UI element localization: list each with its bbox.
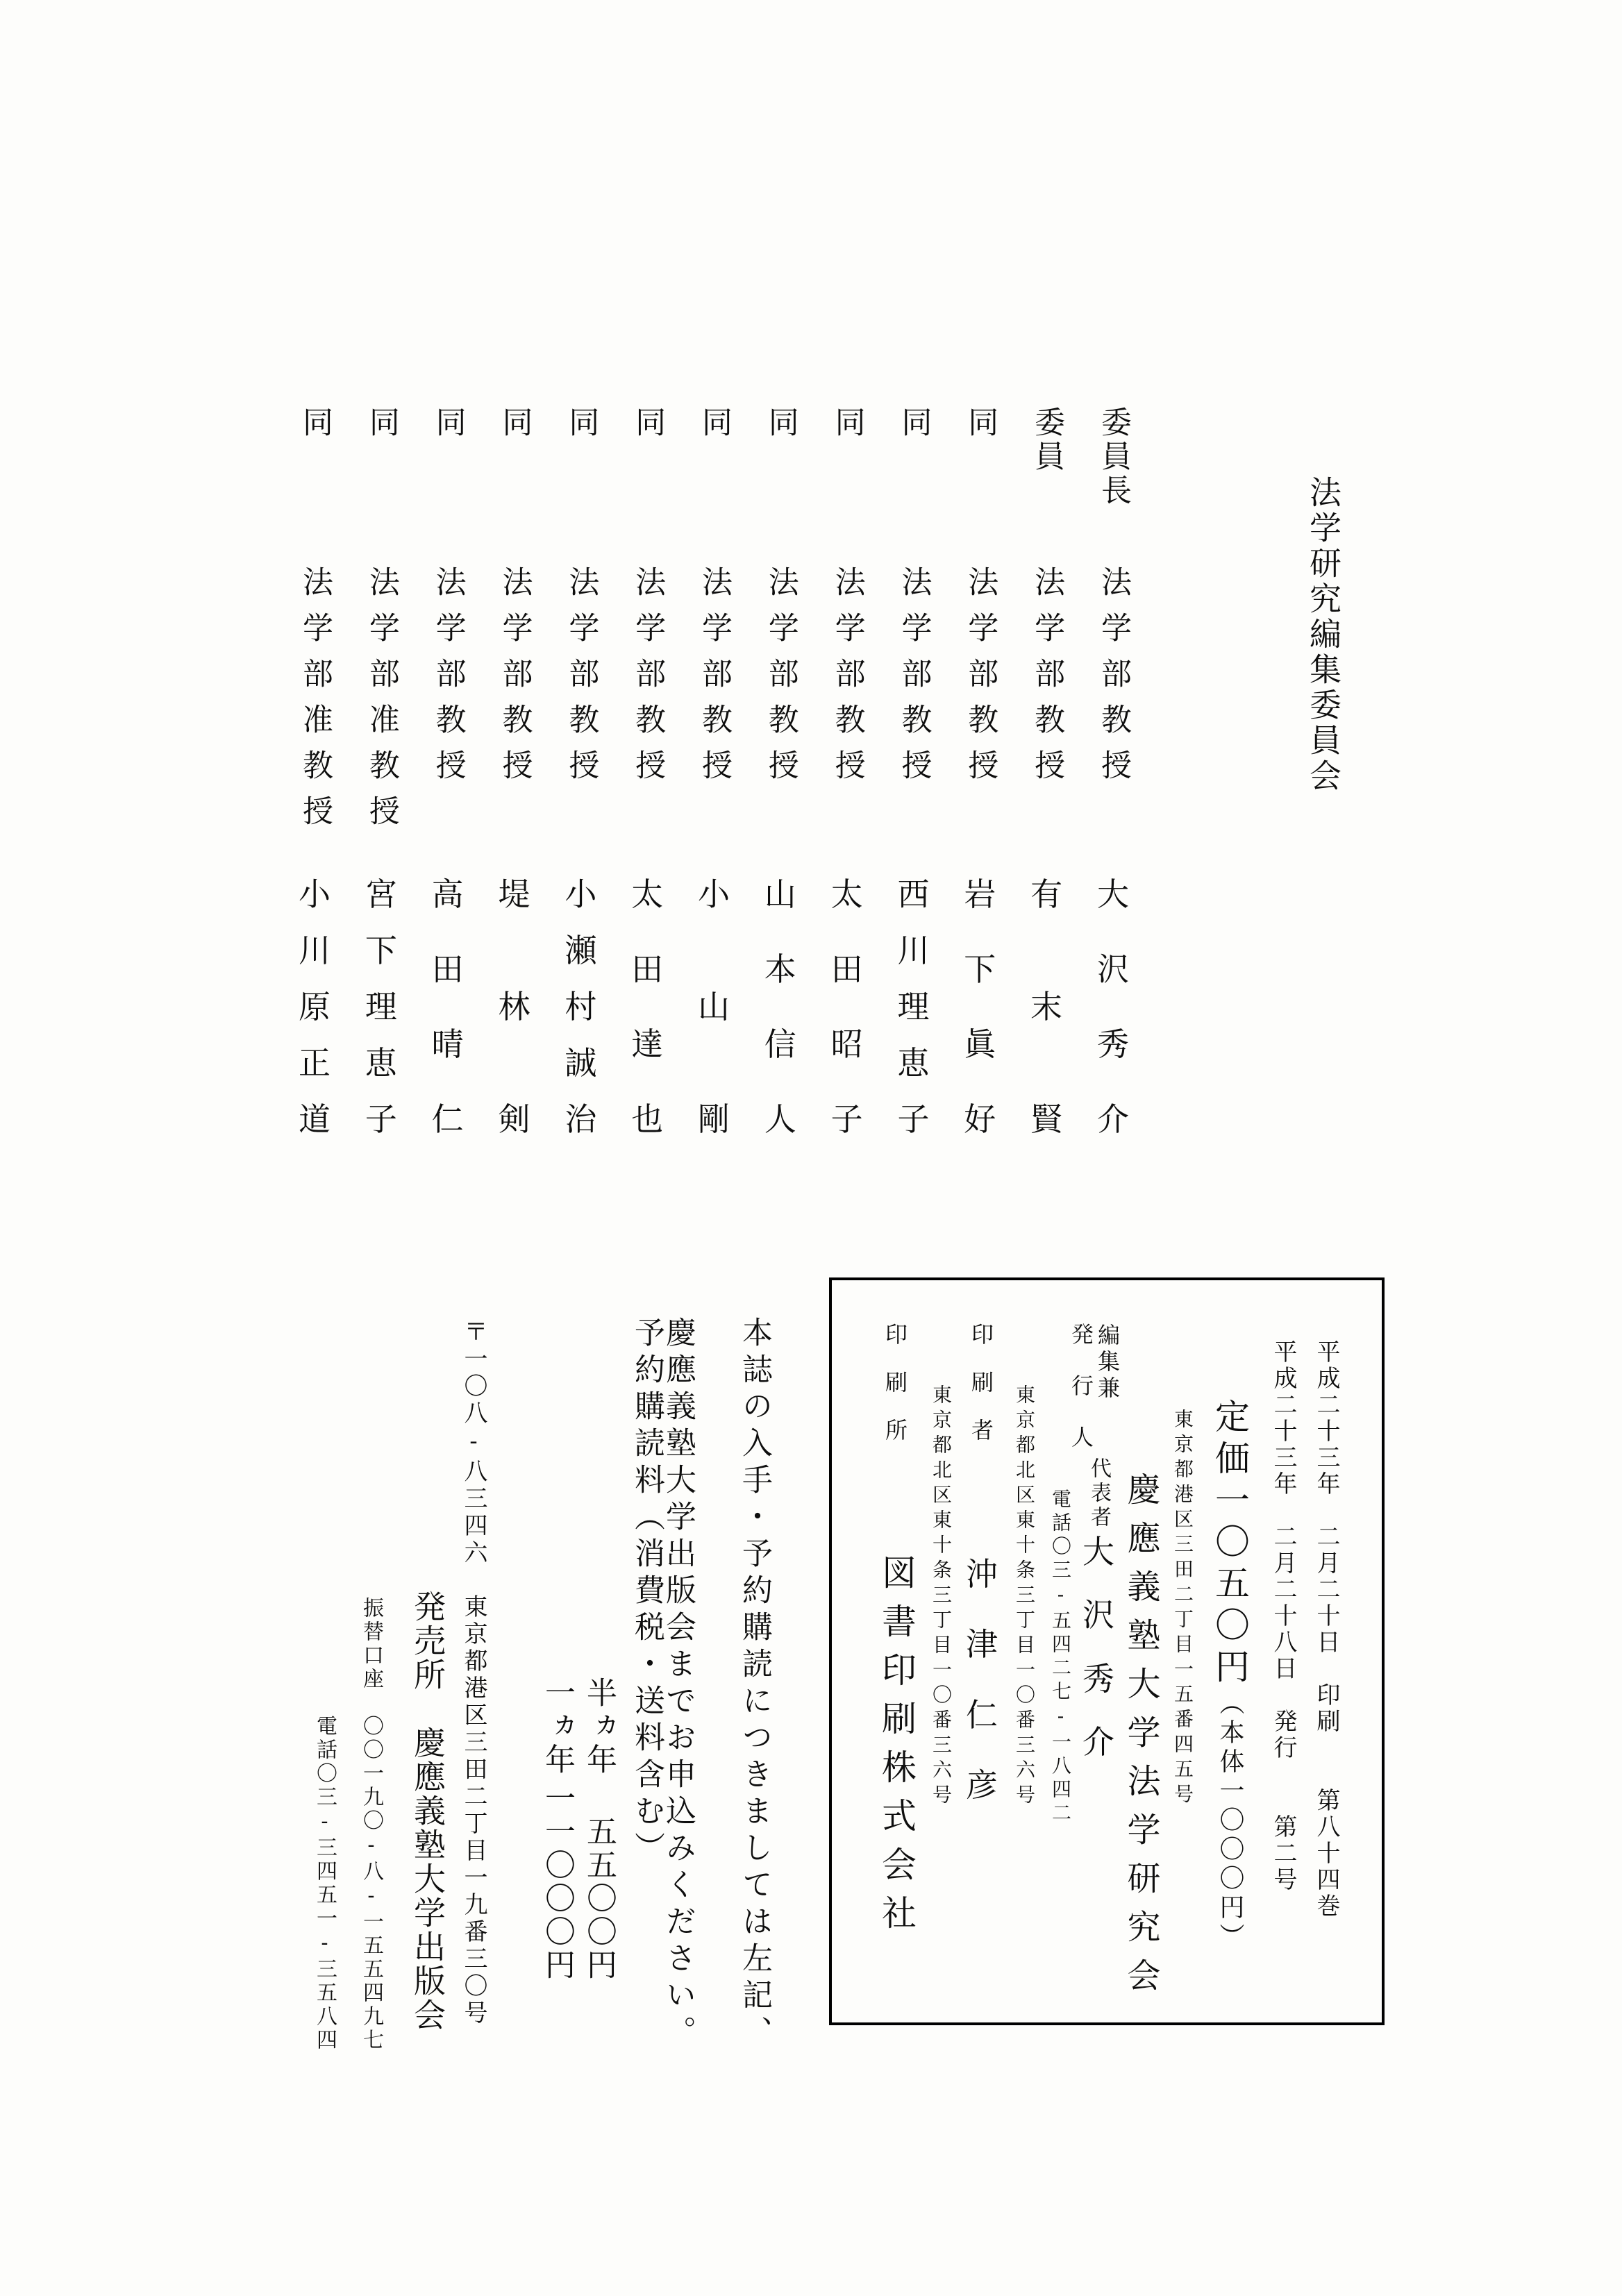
member-name: 太 田 達 也	[631, 875, 664, 1138]
member-title: 法学部教授	[430, 566, 466, 795]
member-role: 委員	[1029, 406, 1065, 474]
member-name: 高 田 晴 仁	[431, 875, 464, 1138]
printer-person-label: 印 刷 者	[971, 1321, 994, 1443]
member-role: 同	[896, 406, 932, 440]
subscription-fee-title: 予約購読料（消費税・送料含む）	[629, 1316, 664, 1868]
member-title: 法学部教授	[696, 566, 732, 795]
editor-publisher-label-2: 発 行 人	[1071, 1321, 1094, 1450]
committee-member-column	[496, 406, 533, 1138]
fee-term: 一ヵ年	[540, 1677, 575, 1777]
committee-member-column	[962, 406, 998, 1138]
committee-member-column	[363, 406, 399, 1138]
printer-company-address: 東京都北区東十条三丁目一〇番三六号	[930, 1384, 953, 1809]
member-title: 法学部教授	[829, 566, 865, 795]
printer-person-name: 沖 津 仁 彦	[966, 1555, 998, 1804]
printer-person-address: 東京都北区東十条三丁目一〇番三六号	[1013, 1384, 1036, 1809]
member-name: 小 瀬 村 誠 治	[565, 875, 597, 1138]
distributor-phone: 電話〇三-三四五一-三五八四	[312, 1715, 337, 2052]
printer-company-label: 印 刷 所	[885, 1321, 908, 1443]
member-role: 同	[829, 406, 865, 440]
member-name: 有 末 賢	[1030, 875, 1063, 1138]
distributor-giro-account: 振替口座 〇〇一九〇-八-一五五四九七	[359, 1597, 383, 2052]
member-name: 西 川 理 恵 子	[897, 875, 930, 1138]
member-title: 法学部教授	[496, 566, 533, 795]
member-role: 同	[430, 406, 466, 440]
price-line	[1211, 1398, 1248, 1952]
committee-member-list	[297, 406, 1131, 1138]
distributor-seller-line: 発売所 慶應義塾大学出版会	[409, 1590, 446, 2032]
member-name: 小 山 剛	[697, 875, 730, 1138]
committee-member-column	[430, 406, 466, 1138]
committee-member-column	[1029, 406, 1065, 1138]
colophon-box	[829, 1277, 1385, 2025]
representative-name: 大 沢 秀 介	[1082, 1533, 1114, 1761]
fee-price: 五五〇〇円	[581, 1816, 617, 1982]
member-role: 同	[762, 406, 799, 440]
subscription-fee-half-year	[580, 1677, 617, 1982]
member-role: 同	[363, 406, 399, 440]
price-note: （本体一〇〇〇円）	[1216, 1690, 1244, 1952]
committee-member-column	[630, 406, 666, 1138]
member-name: 堤 林 剣	[498, 875, 530, 1138]
member-title: 法学部教授	[1029, 566, 1065, 795]
committee-member-column	[696, 406, 732, 1138]
committee-member-column	[762, 406, 799, 1138]
printed-date-line: 平成二十三年 二月二十日 印刷 第八十四巻	[1312, 1339, 1340, 1920]
member-role: 同	[696, 406, 732, 440]
editorial-committee-title: 法学研究編集委員会	[1305, 476, 1342, 794]
editor-publisher-label-1: 編集兼	[1094, 1323, 1121, 1402]
fee-price: 一一〇〇〇円	[540, 1782, 575, 1982]
member-title: 法学部教授	[762, 566, 799, 795]
member-title: 法学部准教授	[363, 566, 399, 841]
member-title: 法学部教授	[1095, 566, 1131, 795]
representative-label: 代表者	[1087, 1457, 1111, 1530]
committee-member-column	[563, 406, 599, 1138]
committee-member-column	[896, 406, 932, 1138]
member-title: 法学部教授	[962, 566, 998, 795]
fee-term: 半ヵ年	[581, 1677, 617, 1777]
member-role: 同	[297, 406, 333, 440]
subscription-notice-line-1: 本誌の入手・予約購読につきましては左記、	[737, 1316, 772, 2052]
member-role: 同	[630, 406, 666, 440]
member-title: 法学部教授	[563, 566, 599, 795]
member-role: 同	[496, 406, 533, 440]
member-role: 同	[563, 406, 599, 440]
publisher-name: 慶應義塾大学法学研究会	[1121, 1472, 1160, 2006]
publisher-phone: 電話〇三-五四二七-一八四二	[1049, 1489, 1072, 1826]
member-role: 同	[962, 406, 998, 440]
publisher-address: 東京都港区三田二丁目一五番四五号	[1171, 1409, 1194, 1809]
member-name: 太 田 昭 子	[830, 875, 863, 1138]
member-title: 法学部准教授	[297, 566, 333, 841]
subscription-notice-line-2: 慶應義塾大学出版会までお申込みください。	[660, 1316, 696, 2052]
member-name: 宮 下 理 恵 子	[365, 875, 397, 1138]
member-name: 山 本 信 人	[764, 875, 796, 1138]
committee-member-column	[1095, 406, 1131, 1138]
member-name: 岩 下 眞 好	[964, 875, 996, 1138]
member-name: 小 川 原 正 道	[299, 875, 331, 1138]
committee-member-column	[297, 406, 333, 1138]
printer-company-name: 図書印刷株式会社	[876, 1555, 917, 1943]
committee-member-column	[829, 406, 865, 1138]
distributor-postal-address: 〒一〇八-八三四六 東京都港区三田二丁目一九番三〇号	[460, 1319, 487, 2027]
price-main: 定価一〇五〇円	[1210, 1398, 1250, 1690]
member-name: 大 沢 秀 介	[1096, 875, 1129, 1138]
member-title: 法学部教授	[896, 566, 932, 795]
member-title: 法学部教授	[630, 566, 666, 795]
member-role: 委員長	[1095, 406, 1131, 508]
subscription-fee-one-year	[539, 1677, 575, 1982]
issued-date-line: 平成二十三年 二月二十八日 発行 第二号	[1269, 1339, 1297, 1893]
